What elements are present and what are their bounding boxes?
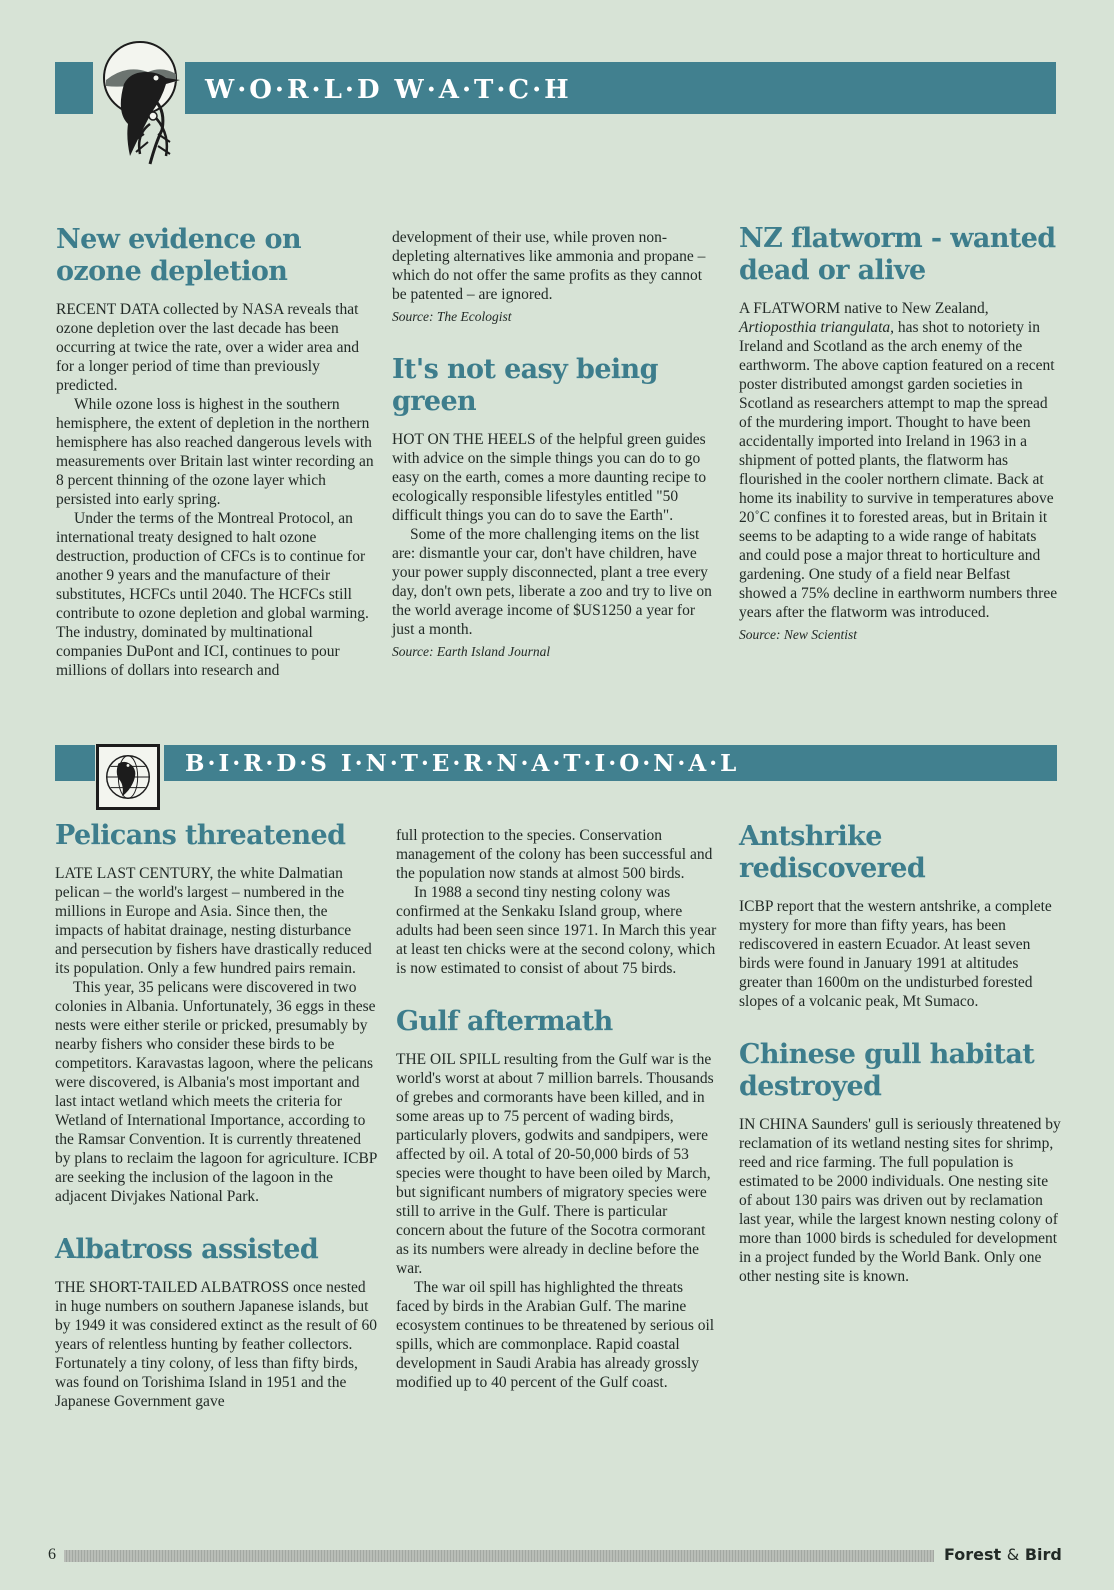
flatworm-article [739,223,1061,644]
ozone-paragraph: While ozone loss is highest in the southern hemisphere, the extent of depletion in the northern hemisphere has also reached dangerous levels with measurements over Britain last winter recording an 8 percent thinning of the ozone layer which persisted into early spring. [56,396,374,508]
pelicans-article [55,820,377,1411]
ozone-paragraph: Under the terms of the Montreal Protocol, an international treaty designed to halt ozone destruction, production of CFCs is to continue for another 9 years and the manufacture of their substitutes, HCFCs until 2040. The HCFCs still contribute to ozone depletion and global warming. The industry, dominated by multinational companies DuPont and ICI, continues to pour millions of dollars into research and [56,510,369,679]
green-paragraph: Some of the more challenging items on the list are: dismantle your car, don't have children, have your power supply disconnected, plant a tree every day, don't own pets, liberate a zoo and try to live on the world average income of $US1250 a year for just a month. [392,526,712,638]
albatross-continued-and-gulf-article [396,826,718,1392]
antshrike-and-gull-article [739,821,1061,1286]
footer-rule [64,1550,934,1562]
magazine-ampersand: & [1006,1545,1020,1564]
icbp-globe-logo [96,744,160,810]
albatross-paragraph: THE SHORT-TAILED ALBATROSS once nested in huge numbers on southern Japanese islands, but by 1949 it was considered extinct as the result of 60 years of relentless hunting by feather collectors. Fortunately a tiny colony, of less than fifty birds, was found on Torishima Island in 1951 and the Japanese Government gave [55,1279,377,1410]
magazine-forest: Forest [944,1545,1002,1564]
flatworm-paragraph [739,299,1061,622]
antshrike-paragraph: ICBP report that the western antshrike, a complete mystery for more than fifty years, has been rediscovered in eastern Ecuador. At least seven birds were found in January 1991 at altitudes greater than 1600m on the undisturbed forested slopes of a volcanic peak, Mt Sumaco. [739,898,1052,1010]
pelicans-paragraph: LATE LAST CENTURY, the white Dalmatian pelican – the world's largest – numbered in the millions in Europe and Asia. Since then, the impacts of habitat drainage, nesting disturbance and persecution by fishers have drastically reduced its population. Only a few hundred pairs remain. [55,865,372,977]
birds-international-title: B·I·R·D·S I·N·T·E·R·N·A·T·I·O·N·A·L [185,750,740,777]
world-watch-band-left [55,62,93,114]
flatworm-body: has shot to notoriety in Ireland and Scotland as the arch enemy of the earthworm. The above caption featured on a recent poster distributed amongst garden societies in Scotland as researchers attempt to map the spread of the murdering import. Thought to have been accidentally imported into Ireland in 1963 in a shipment of potted plants, the flatworm has flourished in the cooler northern climate. Back at home its inability to survive in temperatures above 20˚C confines it to forested areas, but in Britain it seems to be adapting to a wide range of habitats and could pose a major threat to horticulture and gardening. One study of a field near Belfast showed a 75% decline in earthworm numbers three years after the flatworm was introduced. [739,319,1058,621]
gulf-headline: Gulf aftermath [396,1006,613,1037]
tui-bird-logo-icon [96,38,186,178]
magazine-bird: Bird [1024,1545,1062,1564]
green-headline: It's not easy being green [392,354,658,417]
albatross-paragraph: In 1988 a second tiny nesting colony was confirmed at the Senkaku Island group, where adults had been seen since 1971. In March this year at least ten chicks were at the second colony, which is now estimated to consist of about 75 birds. [396,884,717,977]
ozone-source: Source: The Ecologist [392,309,512,324]
gull-paragraph: IN CHINA Saunders' gull is seriously threatened by reclamation of its wetland nesting sites for shrimp, reed and rice farming. The full population is estimated to be 2000 individuals. One nesting site of about 130 pairs was driven out by reclamation last year, while the largest known nesting colony of more than 1000 birds is scheduled for development in a project funded by the World Bank. Only one other nesting site is known. [739,1116,1061,1285]
ozone-paragraph-continued: development of their use, while proven non-depleting alternatives like ammonia and propane – which do not offer the same profits as they cannot be patented – are ignored. [392,229,706,303]
ozone-paragraph: RECENT DATA collected by NASA reveals that ozone depletion over the last decade has been occurring at twice the rate, over a wider area and for a longer period of time than previously predicted. [56,301,359,394]
green-paragraph: HOT ON THE HEELS of the helpful green guides with advice on the simple things you can do to go easy on the earth, comes a more daunting recipe to ecologically responsible lifestyles entitled "50 difficult things you can do to save the Earth". [392,431,707,524]
page-number: 6 [48,1546,56,1563]
birds-international-band-left [55,745,95,781]
pelicans-paragraph: This year, 35 pelicans were discovered in two colonies in Albania. Unfortunately, 36 eggs in these nests were either sterile or pricked, presumably by nearby fishers who consider these birds to be competitors. Karavastas lagoon, where the pelicans were discovered, is Albania's most important and last intact wetland which meets the criteria for Wetland of International Importance, according to the Ramsar Convention. It is currently threatened by plans to reclaim the lagoon for agriculture. ICBP are seeking the inclusion of the lagoon in the adjacent Divjakes National Park. [55,979,377,1205]
albatross-paragraph-continued: full protection to the species. Conservation management of the colony has been successful and the population now stands at almost 500 birds. [396,827,713,882]
world-watch-title: W·O·R·L·D W·A·T·C·H [205,75,572,105]
green-source: Source: Earth Island Journal [392,644,551,659]
ozone-continued-and-green-article [392,228,714,661]
albatross-headline: Albatross assisted [55,1234,319,1265]
pelicans-headline: Pelicans threatened [55,820,346,851]
gulf-paragraph: The war oil spill has highlighted the threats faced by birds in the Arabian Gulf. The marine ecosystem continues to be threatened by serious oil spills, which are commonplace. Rapid coastal development in Saudi Arabia has already grossly modified up to 40 percent of the Gulf coast. [396,1279,715,1391]
ozone-headline: New evidence on ozone depletion [56,224,301,287]
flatworm-headline: NZ flatworm - wanted dead or alive [739,223,1056,286]
gull-headline: Chinese gull habitat destroyed [739,1039,1035,1102]
gulf-paragraph: THE OIL SPILL resulting from the Gulf war is the world's worst at about 7 million barrels. Thousands of grebes and cormorants have been killed, and in some areas up to 75 percent of wading birds, particularly plovers, godwits and sandpipers, were affected by oil. A total of 20-50,000 birds of 53 species were thought to have been oiled by March, but significant numbers of migratory species were still to arrive in the Gulf. There is particular concern about the future of the Socotra cormorant as its numbers were already in decline before the war. [396,1051,714,1277]
antshrike-headline: Antshrike rediscovered [739,821,926,884]
flatworm-source: Source: New Scientist [739,627,857,642]
flatworm-intro: A FLATWORM native to New Zealand, [739,300,989,317]
globe-bird-icon [99,747,157,807]
flatworm-species-name: Artioposthia triangulata, [739,319,895,336]
ozone-article [56,224,378,680]
magazine-name [944,1545,1062,1564]
